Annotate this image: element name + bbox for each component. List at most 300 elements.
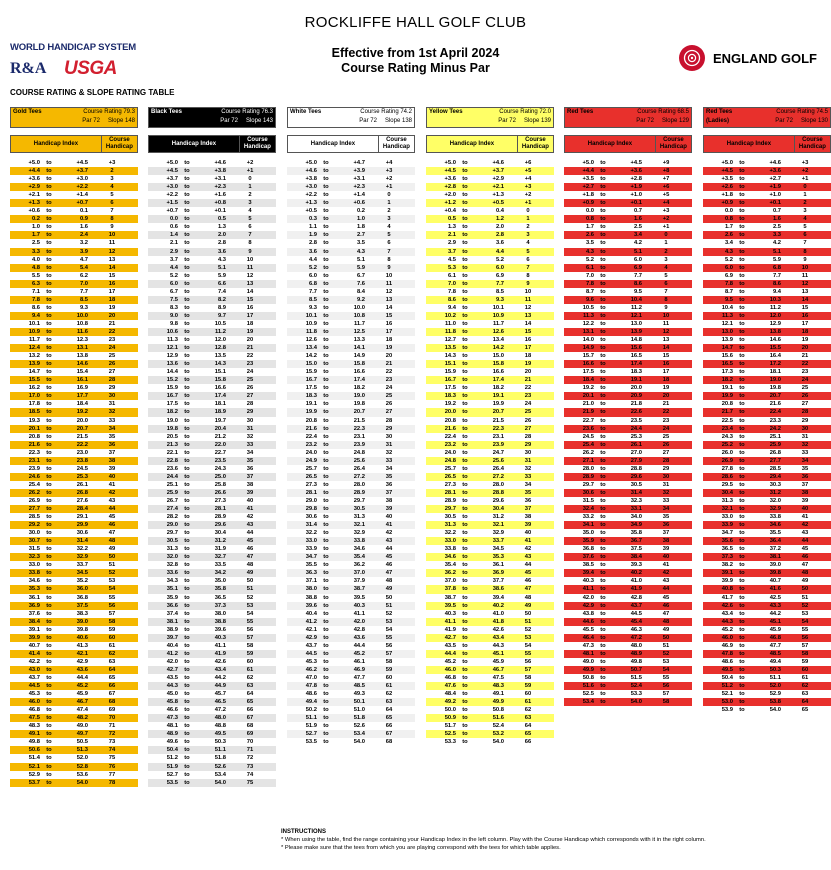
range-separator: to	[739, 296, 745, 303]
table-row	[703, 513, 831, 521]
range-separator: to	[46, 731, 52, 738]
index-low: 19.1	[721, 385, 733, 392]
index-high: 40.2	[630, 570, 642, 577]
index-high: 23.0	[76, 449, 88, 456]
course-handicap: 74	[246, 771, 254, 778]
range-separator: to	[184, 481, 190, 488]
course-handicap: 42	[524, 546, 532, 553]
table-row	[148, 763, 276, 771]
course-handicap: 0	[526, 208, 530, 215]
index-low: 52.7	[166, 771, 178, 778]
course-handicap: 4	[526, 240, 530, 247]
range-separator: to	[184, 514, 190, 521]
index-low: 51.1	[305, 715, 317, 722]
range-separator: to	[184, 691, 190, 698]
table-row	[148, 610, 276, 618]
range-separator: to	[46, 497, 52, 504]
range-separator: to	[46, 256, 52, 263]
course-handicap: +1	[662, 224, 670, 231]
range-separator: to	[323, 634, 329, 641]
index-low: 1.9	[308, 232, 317, 239]
course-handicap: 62	[385, 691, 393, 698]
range-separator: to	[46, 747, 52, 754]
index-high: 24.7	[492, 449, 504, 456]
range-separator: to	[323, 224, 329, 231]
range-separator: to	[600, 272, 606, 279]
course-handicap: 55	[385, 634, 393, 641]
table-row	[148, 513, 276, 521]
range-separator: to	[323, 232, 329, 239]
range-separator: to	[739, 546, 745, 553]
table-row	[10, 392, 138, 400]
course-handicap: 51	[662, 642, 670, 649]
table-row	[10, 771, 138, 779]
range-separator: to	[739, 554, 745, 561]
index-low: +5.0	[721, 160, 733, 166]
index-high: 44.2	[214, 675, 226, 681]
course-handicap: 52	[385, 610, 393, 617]
index-high: 43.3	[769, 602, 781, 609]
course-handicap: 7	[526, 264, 530, 271]
table-row	[148, 698, 276, 706]
index-high: 6.0	[633, 256, 642, 263]
index-high: 10.3	[769, 296, 781, 303]
index-high: 9.5	[633, 288, 642, 295]
table-row	[287, 698, 415, 706]
range-separator: to	[600, 441, 606, 448]
index-high: 47.7	[353, 675, 365, 681]
course-handicap: 16	[246, 304, 254, 311]
range-separator: to	[46, 240, 52, 247]
table-row	[10, 344, 138, 352]
index-high: 52.4	[630, 683, 642, 690]
course-handicap: 24	[385, 385, 393, 392]
course-handicap: 25	[108, 353, 116, 360]
table-row	[10, 199, 138, 207]
table-row	[148, 505, 276, 513]
course-handicap: 69	[246, 731, 254, 738]
index-high: 13.1	[76, 345, 88, 352]
index-high: 53.8	[769, 699, 781, 706]
course-handicap: 60	[108, 634, 116, 641]
table-row	[564, 207, 692, 215]
index-low: 37.6	[582, 554, 594, 561]
course-handicap: 56	[662, 683, 670, 690]
course-handicap: 23	[246, 361, 254, 368]
range-separator: to	[323, 320, 329, 327]
course-handicap: 56	[524, 658, 532, 665]
course-handicap: 19	[385, 345, 393, 352]
table-row	[426, 296, 554, 304]
course-handicap: 26	[246, 385, 254, 392]
index-low: 2.1	[169, 240, 178, 247]
course-handicap: 22	[246, 353, 254, 360]
table-row	[287, 433, 415, 441]
index-high: 7.7	[79, 288, 88, 295]
range-separator: to	[462, 666, 468, 673]
course-handicap: 42	[662, 570, 670, 577]
index-low: 9.6	[585, 296, 594, 303]
index-low: 39.4	[582, 570, 594, 577]
index-low: 4.3	[724, 248, 733, 255]
index-low: 4.8	[31, 264, 40, 271]
index-high: 48.8	[214, 723, 226, 730]
index-low: 46.2	[305, 666, 317, 673]
index-high: 37.7	[492, 578, 504, 585]
range-separator: to	[462, 658, 468, 665]
range-separator: to	[323, 481, 329, 488]
index-low: 0.0	[724, 208, 733, 215]
course-handicap: 74	[108, 747, 116, 754]
course-handicap: 75	[246, 779, 254, 786]
range-separator: to	[184, 256, 190, 263]
index-low: 3.7	[169, 256, 178, 263]
table-row	[426, 698, 554, 706]
course-handicap: +6	[524, 160, 532, 166]
whs-logo	[10, 42, 136, 79]
index-low: 39.9	[721, 578, 733, 585]
table-row	[287, 730, 415, 738]
index-low: 10.5	[582, 304, 594, 311]
course-handicap: 15	[662, 353, 670, 360]
range-separator: to	[462, 232, 468, 239]
index-low: 5.2	[724, 256, 733, 263]
course-handicap: 53	[246, 602, 254, 609]
index-low: 6.7	[169, 288, 178, 295]
course-handicap: 65	[108, 675, 116, 681]
range-separator: to	[600, 369, 606, 376]
table-row	[426, 666, 554, 674]
index-high: 19.8	[353, 401, 365, 408]
table-row	[10, 239, 138, 247]
course-handicap: 24	[108, 345, 116, 352]
index-low: 6.3	[31, 280, 40, 287]
range-separator: to	[739, 514, 745, 521]
index-low: 21.9	[582, 409, 594, 416]
index-high: 12.1	[630, 312, 642, 319]
course-handicap: 43	[801, 530, 809, 537]
table-row	[148, 545, 276, 553]
course-handicap: 24	[246, 369, 254, 376]
course-handicap: 15	[801, 304, 809, 311]
table-row	[287, 682, 415, 690]
course-handicap: 8	[526, 272, 530, 279]
course-handicap: 70	[246, 739, 254, 746]
index-low: 29.5	[721, 481, 733, 488]
course-handicap: 33	[385, 457, 393, 464]
range-separator: to	[323, 642, 329, 649]
table-row	[10, 602, 138, 610]
table-row	[10, 288, 138, 296]
table-row	[10, 280, 138, 288]
course-handicap: 53	[108, 578, 116, 585]
index-low: +3.0	[166, 184, 178, 191]
table-row	[10, 618, 138, 626]
range-separator: to	[739, 224, 745, 231]
index-low: 11.8	[306, 328, 317, 335]
range-separator: to	[462, 345, 468, 352]
range-separator: to	[462, 401, 468, 408]
range-separator: to	[46, 650, 52, 657]
index-low: 48.1	[166, 723, 178, 730]
course-handicap: 44	[385, 546, 393, 553]
table-row	[148, 320, 276, 328]
index-low: 27.1	[582, 457, 594, 464]
index-low: 33.9	[721, 522, 733, 529]
index-low: 42.0	[582, 594, 594, 601]
table-row	[287, 223, 415, 231]
range-separator: to	[184, 345, 190, 352]
index-high: 18.2	[353, 385, 365, 392]
index-low: 26.2	[28, 489, 40, 496]
table-row	[10, 256, 138, 264]
index-high: +0.1	[769, 200, 781, 207]
table-row	[148, 730, 276, 738]
index-high: 47.4	[76, 707, 88, 714]
course-handicap: 76	[108, 763, 116, 770]
index-low: 21.7	[721, 409, 733, 416]
tee-name: Yellow Tees	[429, 109, 463, 115]
range-separator: to	[46, 433, 52, 440]
index-low: 14.3	[444, 353, 456, 360]
index-low: 22.3	[28, 449, 40, 456]
index-high: 31.4	[630, 489, 642, 496]
range-separator: to	[600, 296, 606, 303]
course-handicap: 36	[524, 497, 532, 504]
table-row	[564, 272, 692, 280]
table-row	[564, 610, 692, 618]
index-high: 46.1	[353, 658, 365, 665]
index-high: 37.2	[769, 546, 781, 553]
index-low: 46.0	[444, 666, 456, 673]
index-high: 20.9	[630, 393, 642, 400]
index-high: 18.1	[769, 369, 781, 376]
course-handicap: 38	[385, 497, 393, 504]
usga-logo: USGA	[64, 58, 117, 79]
index-low: +5.0	[166, 160, 178, 166]
course-handicap: 54	[385, 626, 393, 633]
index-low: +3.7	[166, 176, 178, 183]
index-high: 11.7	[493, 320, 504, 327]
index-high: 33.7	[492, 538, 504, 545]
course-handicap: 19	[246, 328, 254, 335]
index-low: 10.9	[28, 328, 40, 335]
course-handicap: 32	[108, 409, 116, 416]
range-separator: to	[462, 506, 468, 513]
table-row	[148, 368, 276, 376]
index-high: 10.4	[630, 296, 642, 303]
course-handicap: 12	[108, 248, 116, 255]
index-high: 27.7	[769, 457, 781, 464]
course-handicap: 21	[662, 401, 670, 408]
range-separator: to	[462, 160, 468, 166]
course-handicap: 26	[385, 401, 393, 408]
table-row	[148, 433, 276, 441]
course-handicap: 53	[524, 634, 532, 641]
index-high: 25.1	[769, 433, 781, 440]
index-low: 51.4	[28, 755, 40, 762]
range-separator: to	[184, 369, 190, 376]
course-handicap: 15	[524, 328, 532, 335]
table-row	[564, 175, 692, 183]
range-separator: to	[184, 304, 190, 311]
index-low: 44.6	[582, 618, 594, 625]
index-high: 50.7	[630, 666, 642, 673]
course-handicap: 43	[662, 578, 670, 585]
course-handicap: 5	[110, 192, 114, 199]
index-high: 12.0	[214, 337, 226, 344]
index-low: 21.0	[582, 401, 594, 408]
index-low: 50.2	[305, 707, 317, 714]
index-high: 48.3	[492, 683, 504, 690]
table-row	[287, 722, 415, 730]
range-separator: to	[739, 570, 745, 577]
index-low: 49.8	[28, 739, 40, 746]
index-low: 50.0	[444, 707, 456, 714]
index-low: 31.3	[721, 497, 733, 504]
course-handicap: 51	[108, 562, 116, 569]
range-separator: to	[184, 176, 190, 183]
index-high: +2.8	[630, 176, 642, 183]
index-low: 28.9	[582, 473, 594, 480]
table-row	[564, 626, 692, 634]
index-high: 14.9	[353, 353, 365, 360]
range-separator: to	[739, 184, 745, 191]
table-row	[703, 497, 831, 505]
table-row	[426, 433, 554, 441]
range-separator: to	[46, 522, 52, 529]
table-row	[564, 577, 692, 585]
course-handicap: 9	[803, 256, 807, 263]
table-row	[287, 392, 415, 400]
range-separator: to	[739, 522, 745, 529]
index-low: 24.6	[28, 473, 40, 480]
course-handicap-header: Course Handicap	[656, 135, 692, 153]
course-handicap: 55	[246, 618, 254, 625]
index-low: 35.6	[721, 538, 733, 545]
course-handicap: 29	[524, 441, 532, 448]
table-row	[426, 690, 554, 698]
table-row	[426, 521, 554, 529]
index-low: 7.0	[447, 280, 456, 287]
course-handicap: +1	[524, 200, 532, 207]
index-low: 18.3	[444, 393, 456, 400]
course-handicap: 56	[385, 642, 393, 649]
index-low: 29.8	[305, 506, 317, 513]
index-low: 13.1	[582, 328, 594, 335]
table-row	[10, 207, 138, 215]
course-handicap: 25	[801, 385, 809, 392]
table-row	[10, 231, 138, 239]
index-high: 7.7	[772, 272, 781, 279]
range-separator: to	[46, 586, 52, 593]
table-row	[426, 449, 554, 457]
range-separator: to	[184, 763, 190, 770]
course-handicap-header: Course Handicap	[518, 135, 554, 153]
course-handicap: 54	[662, 666, 670, 673]
index-high: +2.7	[769, 176, 781, 183]
table-row	[287, 425, 415, 433]
slope-value: Slope 139	[523, 118, 551, 124]
index-high: 28.1	[214, 506, 226, 513]
table-row	[287, 513, 415, 521]
range-separator: to	[462, 176, 468, 183]
index-high: 17.2	[769, 361, 781, 368]
course-handicap: 20	[385, 353, 393, 360]
index-high: 24.5	[76, 465, 88, 472]
course-handicap: 12	[801, 280, 809, 287]
course-handicap: 28	[662, 457, 670, 464]
course-handicap: 24	[801, 377, 809, 384]
course-handicap: 11	[246, 264, 254, 271]
range-separator: to	[739, 328, 745, 335]
range-separator: to	[739, 160, 745, 166]
index-low: 13.9	[28, 361, 40, 368]
course-handicap: 58	[108, 618, 116, 625]
course-handicap: 62	[524, 707, 532, 714]
index-high: 25.8	[214, 481, 226, 488]
index-low: +3.0	[305, 184, 317, 191]
index-low: 30.6	[582, 489, 594, 496]
range-separator: to	[462, 594, 468, 601]
index-high: 35.5	[769, 530, 781, 537]
table-row	[703, 239, 831, 247]
index-low: +4.6	[305, 168, 317, 175]
table-row	[703, 159, 831, 167]
table-row	[287, 231, 415, 239]
index-low: 14.2	[305, 353, 317, 360]
index-high: 24.3	[214, 465, 226, 472]
table-row	[287, 497, 415, 505]
index-high: 4.2	[772, 240, 781, 247]
table-row	[564, 698, 692, 706]
course-handicap: 37	[246, 473, 254, 480]
index-low: 23.6	[166, 465, 178, 472]
index-high: 28.4	[76, 506, 88, 513]
index-low: 22.8	[166, 457, 178, 464]
range-separator: to	[739, 304, 745, 311]
index-low: 15.7	[582, 353, 594, 360]
table-row	[564, 199, 692, 207]
table-row	[10, 489, 138, 497]
course-handicap: 43	[524, 554, 532, 561]
range-separator: to	[600, 562, 606, 569]
index-high: 42.8	[630, 594, 642, 601]
course-handicap: 37	[385, 489, 393, 496]
range-separator: to	[184, 465, 190, 472]
index-high: 49.9	[492, 699, 504, 706]
course-handicap: 60	[246, 658, 254, 665]
index-low: 51.2	[166, 755, 178, 762]
range-separator: to	[184, 546, 190, 553]
range-separator: to	[46, 578, 52, 585]
index-high: 20.7	[492, 409, 504, 416]
table-row	[148, 561, 276, 569]
index-high: 37.0	[353, 570, 365, 577]
course-handicap: 44	[524, 562, 532, 569]
index-low: 39.1	[721, 570, 733, 577]
table-row	[287, 577, 415, 585]
index-high: 32.3	[630, 497, 642, 504]
course-handicap: 6	[248, 224, 252, 231]
rose-icon	[679, 45, 705, 71]
table-row	[287, 376, 415, 384]
index-high: 13.9	[630, 328, 642, 335]
index-high: 23.3	[769, 417, 781, 424]
table-row	[564, 602, 692, 610]
table-row	[148, 465, 276, 473]
index-low: 23.6	[582, 425, 594, 432]
